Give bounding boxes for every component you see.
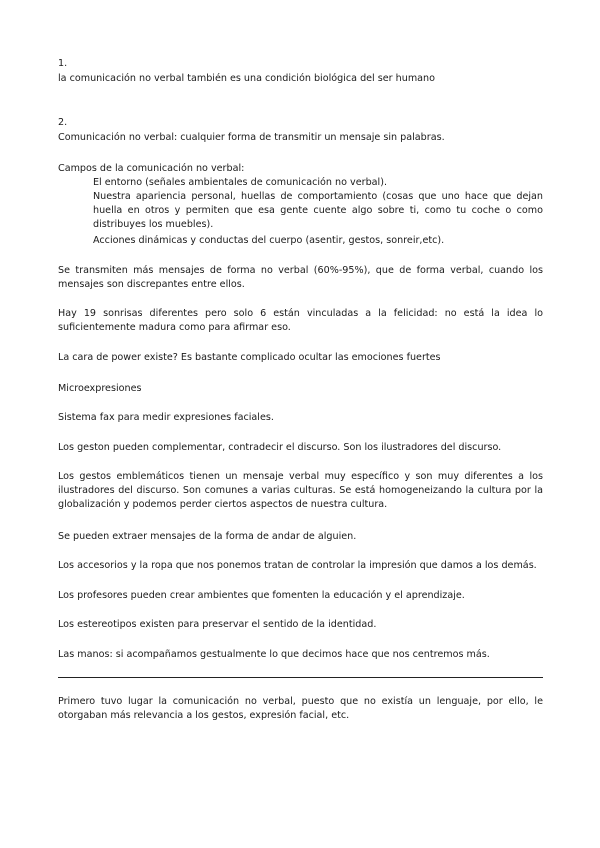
paragraph: Se transmiten más mensajes de forma no verbal (60%-95%), que de forma verbal, cuando los mensajes son discrepantes entre ellos. <box>58 265 543 290</box>
definition-paragraph: Comunicación no verbal: cualquier forma de transmitir un mensaje sin palabras. <box>58 132 445 143</box>
paragraph: Se pueden extraer mensajes de la forma de andar de alguien. <box>58 531 357 542</box>
paragraph: Los gestos emblemáticos tienen un mensaje verbal muy específico y son muy diferentes a los ilustradores del discurso. Son comunes a varias culturas. Se está homogeneizando la cultura por la globalización y podemos perder ciertos aspectos de nuestra cultura. <box>58 471 543 510</box>
paragraph: Los accesorios y la ropa que nos ponemos tratan de controlar la impresión que damos a los demás. <box>58 560 537 571</box>
section-1-text: la comunicación no verbal también es una condición biológica del ser humano <box>58 73 435 84</box>
paragraph: Los profesores pueden crear ambientes que fomenten la educación y el aprendizaje. <box>58 590 465 601</box>
paragraph: Sistema fax para medir expresiones faciales. <box>58 412 274 423</box>
paragraph: Los estereotipos existen para preservar el sentido de la identidad. <box>58 619 377 630</box>
paragraph: Microexpresiones <box>58 383 142 394</box>
fields-heading: Campos de la comunicación no verbal: <box>58 163 245 174</box>
section-2-number: 2. <box>58 117 68 128</box>
section-1-number: 1. <box>58 58 68 69</box>
paragraph: Los geston pueden complementar, contradecir el discurso. Son los ilustradores del discurso. <box>58 442 502 453</box>
field-item: El entorno (señales ambientales de comunicación no verbal). <box>93 177 388 188</box>
paragraph: La cara de power existe? Es bastante complicado ocultar las emociones fuertes <box>58 352 441 363</box>
field-item: Nuestra apariencia personal, huellas de comportamiento (cosas que uno hace que dejan huella en otros y permiten que esa gente cuente algo sobre ti, como tu coche o como distribuyes los muebles). <box>93 191 543 230</box>
closing-paragraph: Primero tuvo lugar la comunicación no verbal, puesto que no existía un lenguaje, por ello, le otorgaban más relevancia a los gestos, expresión facial, etc. <box>58 696 543 721</box>
horizontal-divider <box>58 677 543 678</box>
paragraph: Las manos: si acompañamos gestualmente lo que decimos hace que nos centremos más. <box>58 649 490 660</box>
paragraph: Hay 19 sonrisas diferentes pero solo 6 están vinculadas a la felicidad: no está la idea lo suficientemente madura como para afirmar eso. <box>58 308 543 333</box>
field-item: Acciones dinámicas y conductas del cuerpo (asentir, gestos, sonreir,etc). <box>93 235 445 246</box>
